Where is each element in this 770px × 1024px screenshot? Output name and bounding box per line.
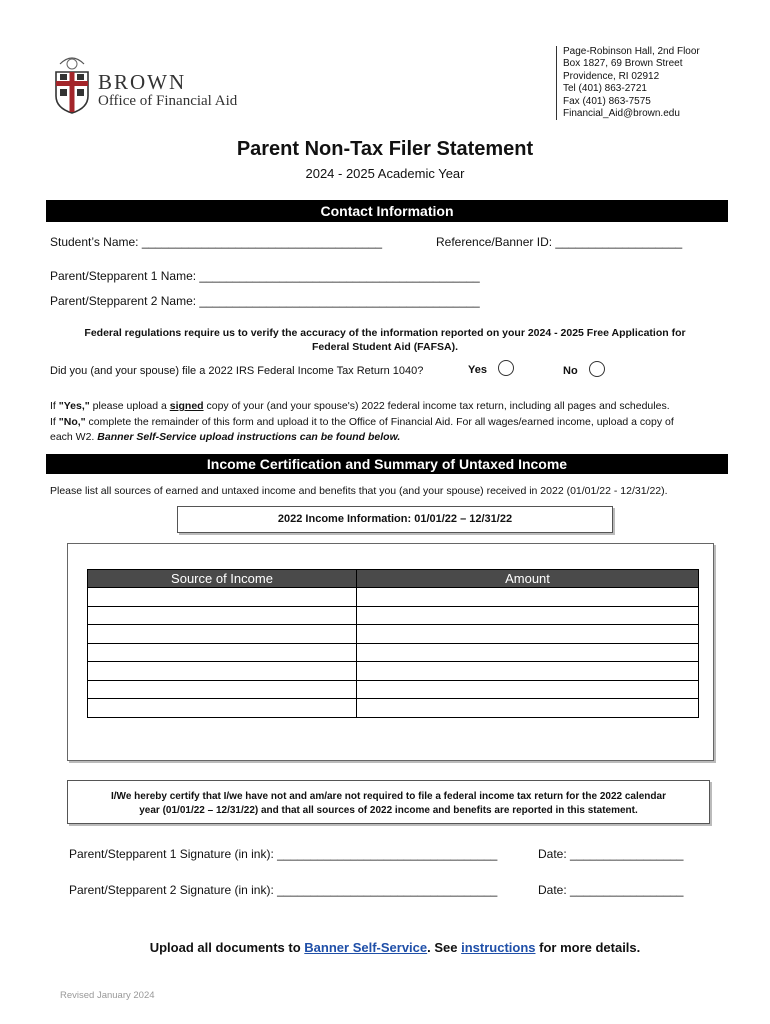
amount-cell[interactable] [357, 606, 699, 625]
yes-radio[interactable] [498, 360, 514, 376]
student-name-field[interactable]: Student’s Name: ____________________________________ [50, 235, 383, 249]
income-section-header: Income Certification and Summary of Untaxed Income [46, 454, 728, 474]
regulation-note: Federal regulations require us to verify the accuracy of the information reported on your 2024 - 2025 Free Application for [84, 327, 686, 339]
office-name: Office of Financial Aid [98, 93, 238, 109]
income-period-box: 2022 Income Information: 01/01/22 – 12/31/22 [177, 506, 613, 533]
revision-date: Revised January 2024 [60, 990, 155, 1001]
no-instructions [50, 416, 674, 428]
source-cell[interactable] [88, 643, 357, 662]
table-row [88, 588, 699, 607]
text: complete the remainder of this form and upload it to the Office of Financial Aid. For all wages/earned income, upload a copy of [85, 416, 674, 428]
email-line: Financial_Aid@brown.edu [563, 108, 680, 120]
parent2-name-field[interactable]: Parent/Stepparent 2 Name: __________________________________________ [50, 294, 480, 308]
office-address [556, 46, 700, 120]
amount-column-header: Amount [357, 570, 699, 588]
text: If [50, 400, 59, 412]
table-row [88, 699, 699, 718]
brown-shield-logo [54, 50, 90, 114]
signed-word: signed [169, 400, 204, 412]
amount-cell[interactable] [357, 699, 699, 718]
text: copy of your (and your spouse's) 2022 federal income tax return, including all pages and schedules. [203, 400, 670, 412]
yes-label: Yes [468, 364, 487, 376]
banner-self-service-link[interactable]: Banner Self-Service [304, 940, 428, 955]
amount-cell[interactable] [357, 588, 699, 607]
certification-text-cont: year (01/01/22 – 12/31/22) and that all sources of 2022 income and benefits are reported in this statement. [139, 805, 638, 816]
yes-option[interactable] [468, 364, 514, 376]
instructions-link[interactable]: instructions [461, 940, 536, 955]
yes-word: "Yes," [58, 400, 90, 412]
upload-instructions [0, 940, 770, 955]
address-line: Page-Robinson Hall, 2nd Floor [563, 46, 700, 57]
address-line: Providence, RI 02912 [563, 70, 660, 82]
yes-instructions [50, 400, 670, 412]
parent1-name-field[interactable]: Parent/Stepparent 1 Name: __________________________________________ [50, 269, 480, 283]
brand-wordmark: BROWN [98, 70, 187, 94]
source-column-header: Source of Income [88, 570, 357, 588]
no-radio[interactable] [589, 361, 605, 377]
source-cell[interactable] [88, 699, 357, 718]
tax-return-question: Did you (and your spouse) file a 2022 IRS Federal Income Tax Return 1040? [50, 365, 424, 377]
source-cell[interactable] [88, 662, 357, 681]
text: If [50, 416, 59, 428]
text: Upload all documents to [149, 940, 305, 955]
address-line: Box 1827, 69 Brown Street [563, 58, 683, 70]
source-cell[interactable] [88, 680, 357, 699]
amount-cell[interactable] [357, 625, 699, 644]
regulation-note-cont: Federal Student Aid (FAFSA). [311, 341, 459, 353]
phone-line: Tel (401) 863-2721 [563, 83, 647, 95]
text: each W2. [50, 431, 98, 443]
income-intro: Please list all sources of earned and untaxed income and benefits that you (and your spouse) received in 2022 (01/01/22 - 12/31/22). [50, 485, 668, 497]
table-row [88, 680, 699, 699]
source-cell[interactable] [88, 625, 357, 644]
income-table [87, 569, 699, 718]
w2-instructions [50, 431, 400, 443]
table-row [88, 662, 699, 681]
source-cell[interactable] [88, 606, 357, 625]
upload-instructions-note: Banner Self-Service upload instructions can be found below. [97, 431, 401, 443]
form-title: Parent Non-Tax Filer Statement [236, 138, 534, 160]
text: for more details. [535, 940, 641, 955]
parent1-date-field[interactable]: Date: _________________ [538, 847, 684, 861]
income-table-frame [67, 543, 714, 761]
amount-cell[interactable] [357, 680, 699, 699]
reference-id-field[interactable]: Reference/Banner ID: ___________________ [436, 235, 683, 249]
fax-line: Fax (401) 863-7575 [563, 95, 651, 107]
table-row [88, 606, 699, 625]
no-word: "No," [58, 416, 86, 428]
amount-cell[interactable] [357, 643, 699, 662]
table-header-row [88, 570, 699, 588]
table-row [88, 625, 699, 644]
certification-text: I/We hereby certify that I/we have not and am/are not required to file a federal income tax return for the 2022 calendar [111, 791, 666, 802]
text: please upload a [89, 400, 170, 412]
text: . See [427, 940, 462, 955]
academic-year: 2024 - 2025 Academic Year [305, 166, 465, 181]
table-row [88, 643, 699, 662]
parent2-signature-field[interactable]: Parent/Stepparent 2 Signature (in ink): _________________________________ [69, 883, 498, 897]
parent2-date-field[interactable]: Date: _________________ [538, 883, 684, 897]
contact-section-header: Contact Information [46, 200, 728, 222]
certification-box [67, 780, 710, 824]
parent1-signature-field[interactable]: Parent/Stepparent 1 Signature (in ink): _________________________________ [69, 847, 498, 861]
no-label: No [563, 365, 578, 377]
amount-cell[interactable] [357, 662, 699, 681]
source-cell[interactable] [88, 588, 357, 607]
no-option[interactable] [563, 365, 605, 377]
